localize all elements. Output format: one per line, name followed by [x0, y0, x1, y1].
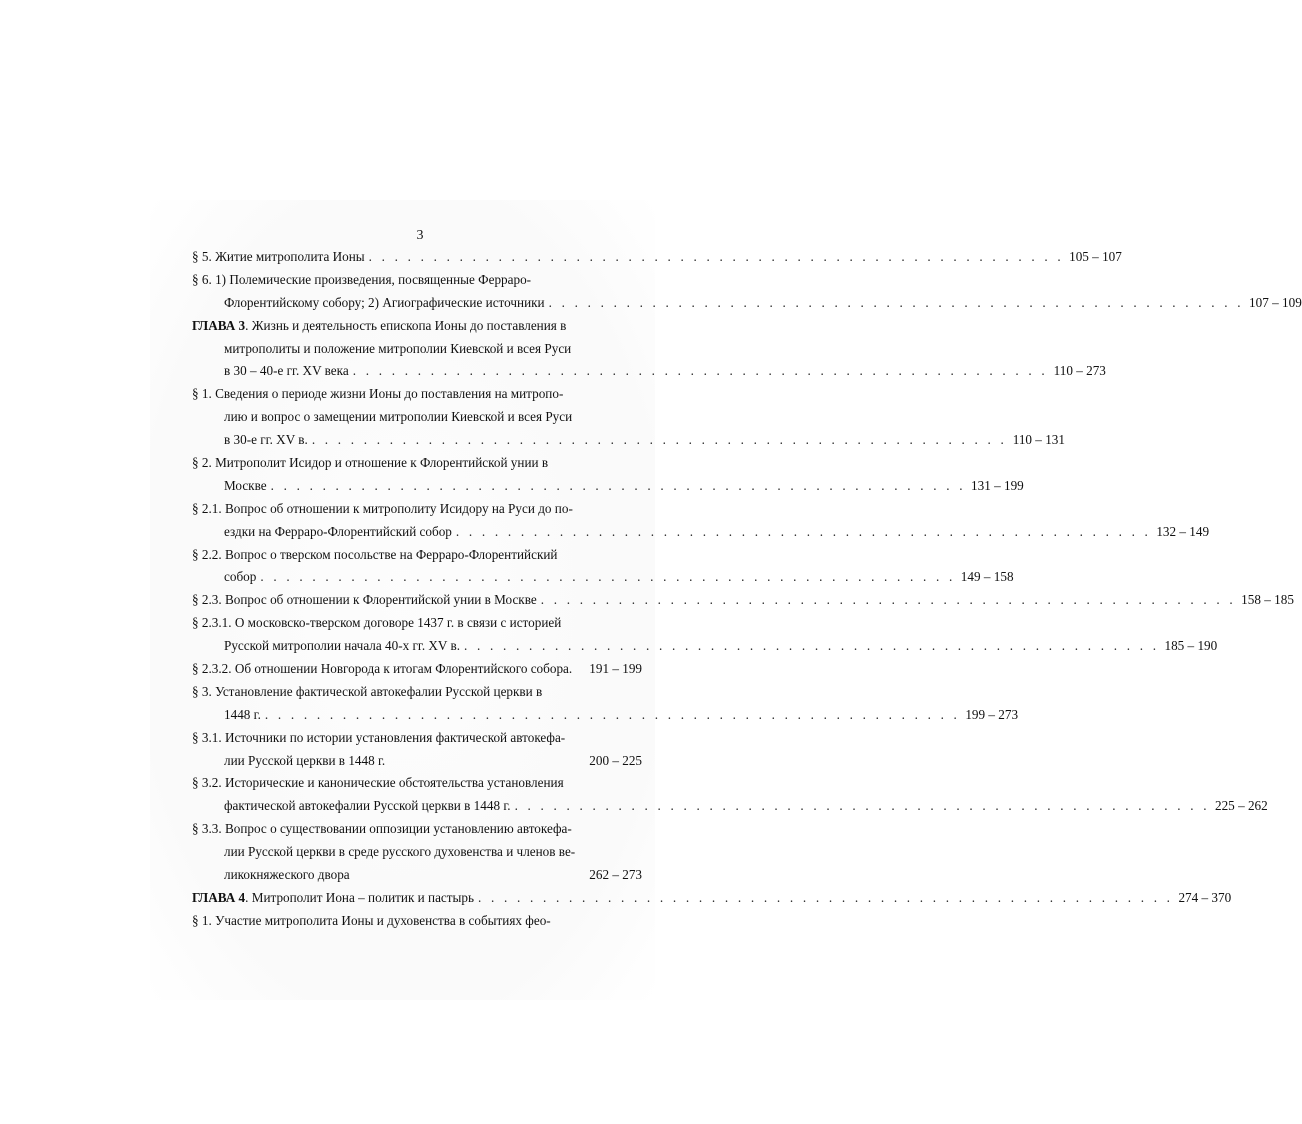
toc-line	[192, 544, 642, 567]
toc-text: § 2.3.1. О московско-тверском договоре 1437 г. в связи с историей	[192, 615, 562, 631]
toc-line	[192, 429, 1065, 452]
table-of-contents	[192, 246, 1302, 933]
page-range: 191 – 199	[589, 661, 642, 677]
toc-text: лии Русской церкви в 1448 г.	[224, 752, 386, 768]
toc-text: § 1. Участие митрополита Ионы и духовенства в событиях фео-	[192, 912, 551, 928]
page-number: 3	[416, 228, 424, 243]
toc-line	[192, 475, 1024, 498]
dot-leader: . . . . . . . . . . . . . . . . . . . . . . . . . . . . . . . . . . . . . . . . . . . . . . . . . . . . . .	[455, 523, 1152, 539]
toc-line	[192, 727, 642, 750]
toc-text: § 2.3. Вопрос об отношении к Флорентийской унии в Москве	[192, 592, 537, 608]
dot-leader: . . . . . . . . . . . . . . . . . . . . . . . . . . . . . . . . . . . . . . . . . . . . . . . . . . . . . .	[548, 294, 1244, 310]
toc-line	[192, 406, 642, 429]
page-range: 131 – 199	[971, 477, 1024, 493]
toc-line	[192, 704, 1019, 727]
page-range: 274 – 370	[1178, 889, 1232, 905]
toc-text: § 3.3. Вопрос о существовании оппозиции установлению автокефа-	[192, 821, 572, 837]
toc-line	[192, 864, 642, 887]
toc-text: § 2.2. Вопрос о тверском посольстве на Ферраро-Флорентийский	[192, 546, 558, 562]
toc-line	[192, 589, 1294, 612]
toc-text: § 2.1. Вопрос об отношении к митрополиту Исидору на Руси до по-	[192, 500, 573, 516]
toc-line	[192, 383, 642, 406]
dot-leader: . . . . . . . . . . . . . . . . . . . . . . . . . . . . . . . . . . . . . . . . . . . . . . . . . . . . . .	[270, 477, 966, 493]
toc-text: § 5. Житие митрополита Ионы	[192, 249, 365, 264]
toc-text: § 3.1. Источники по истории установления фактической автокефа-	[192, 729, 566, 745]
page-range: 199 – 273	[965, 706, 1019, 722]
toc-text: митрополиты и положение митрополии Киевской и всея Руси	[224, 340, 572, 356]
toc-text: § 2. Митрополит Исидор и отношение к Флорентийской унии в	[192, 455, 549, 471]
dot-leader: . . . . . . . . . . . . . . . . . . . . . . . . . . . . . . . . . . . . . . . . . . . . . . . . . . . . . .	[464, 638, 1160, 654]
toc-text: § 6. 1) Полемические произведения, посвященные Ферраро-	[192, 271, 532, 287]
toc-text: 1448 г.	[224, 706, 261, 722]
toc-text: Москве	[224, 477, 267, 493]
page-range: 132 – 149	[1156, 523, 1210, 539]
dot-leader: . . . . . . . . . . . . . . . . . . . . . . . . . . . . . . . . . . . . . . . . . . . . . . . . . . . . . .	[540, 592, 1236, 608]
dot-leader: . . . . . . . . . . . . . . . . . . . . . . . . . . . . . . . . . . . . . . . . . . . . . . . . . . . . . .	[352, 363, 1048, 379]
toc-line	[192, 772, 642, 795]
toc-text: лии Русской церкви в среде русского духовенства и членов ве-	[224, 844, 576, 860]
dot-leader: . . . . . . . . . . . . . . . . . . . . . . . . . . . . . . . . . . . . . . . . . . . . . . . . . . . . . .	[514, 798, 1210, 814]
toc-text: Флорентийскому собору; 2) Агиографические источники	[224, 294, 545, 310]
page-range: 107 – 109	[1249, 294, 1302, 310]
toc-line	[192, 887, 1232, 910]
toc-line	[192, 841, 642, 864]
dot-leader: . . . . . . . . . . . . . . . . . . . . . . . . . . . . . . . . . . . . . . . . . . . . . . . . . . . . . .	[478, 889, 1174, 905]
dot-leader: . . . . . . . . . . . . . . . . . . . . . . . . . . . . . . . . . . . . . . . . . . . . . . . . . . . . . .	[368, 249, 1064, 264]
toc-line	[192, 635, 1218, 658]
page-range: 185 – 190	[1164, 638, 1218, 654]
toc-text: Русской митрополии начала 40-х гг. XV в.	[224, 638, 461, 654]
toc-line	[192, 498, 642, 521]
toc-text: . Жизнь и деятельность епископа Ионы до поставления в	[245, 317, 567, 333]
page-range: 262 – 273	[589, 867, 642, 883]
toc-line	[192, 681, 642, 704]
dot-leader: . . . . . . . . . . . . . . . . . . . . . . . . . . . . . . . . . . . . . . . . . . . . . . . . . . . . . .	[311, 432, 1007, 448]
page-range: 200 – 225	[589, 752, 642, 768]
page-range: 225 – 262	[1214, 798, 1268, 814]
toc-text: § 3. Установление фактической автокефалии Русской церкви в	[192, 683, 543, 699]
toc-line	[192, 521, 1210, 544]
toc-text: § 3.2. Исторические и канонические обстоятельства установления	[192, 775, 564, 791]
dot-leader: . . . . . . . . . . . . . . . . . . . . . . . . . . . . . . . . . . . . . . . . . . . . . . . . . . . . . .	[264, 706, 961, 722]
toc-line	[192, 360, 1106, 383]
toc-line	[192, 612, 642, 635]
toc-line	[192, 452, 642, 475]
toc-text	[192, 887, 474, 910]
dot-leader: . . . . . . . . . . . . . . . . . . . . . . . . . . . . . . . . . . . . . . . . . . . . . . . . . . . . . .	[260, 569, 956, 585]
toc-line	[192, 292, 1302, 315]
toc-text: фактической автокефалии Русской церкви в 1448 г.	[224, 798, 511, 814]
toc-line	[192, 566, 1014, 589]
page-range: 149 – 158	[960, 569, 1014, 585]
toc-line	[192, 338, 642, 361]
toc-text: ездки на Ферраро-Флорентийский собор	[224, 523, 452, 539]
toc-text: ликокняжеского двора	[224, 867, 350, 883]
chapter-heading: ГЛАВА 3	[192, 317, 246, 333]
toc-text: собор	[224, 569, 257, 585]
page-range: 158 – 185	[1241, 592, 1294, 608]
page-range: 105 – 107	[1069, 249, 1122, 264]
toc-text: § 2.3.2. Об отношении Новгорода к итогам Флорентийского собора.	[192, 661, 573, 677]
toc-text: в 30-е гг. XV в.	[224, 432, 308, 448]
toc-line	[192, 795, 1268, 818]
toc-line	[192, 818, 642, 841]
toc-line	[192, 750, 642, 773]
toc-text: лию и вопрос о замещении митрополии Киевской и всея Руси	[224, 409, 573, 425]
toc-text: . Митрополит Иона – политик и пастырь	[245, 889, 475, 905]
toc-text: в 30 – 40-е гг. XV века	[224, 363, 349, 379]
toc-text: § 1. Сведения о периоде жизни Ионы до поставления на митропо-	[192, 386, 564, 402]
toc-line	[192, 246, 1122, 269]
page-range: 110 – 273	[1053, 363, 1106, 379]
toc-line	[192, 269, 642, 292]
page-range: 110 – 131	[1012, 432, 1065, 448]
toc-line	[192, 658, 642, 681]
toc-line	[192, 315, 642, 338]
toc-line	[192, 910, 642, 933]
chapter-heading: ГЛАВА 4	[192, 889, 246, 905]
